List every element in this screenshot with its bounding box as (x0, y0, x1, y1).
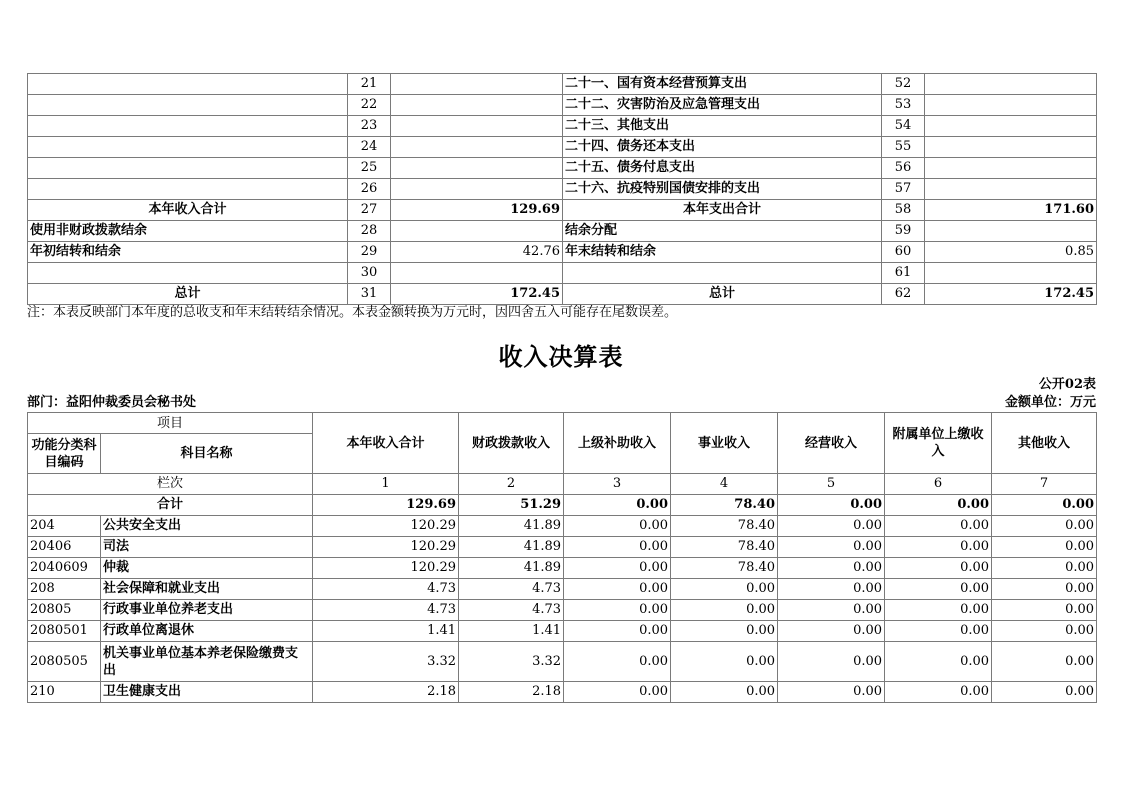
income-value: 0.00 (992, 558, 1097, 579)
summary-expense-label: 二十四、债务还本支出 (563, 137, 882, 158)
total-value: 129.69 (313, 495, 459, 516)
summary-expense-row-number: 52 (882, 74, 925, 95)
summary-table (27, 73, 1097, 305)
header-code: 功能分类科目编码 (28, 434, 101, 474)
income-value: 0.00 (778, 516, 885, 537)
income-table (27, 412, 1097, 703)
subject-code: 2080501 (28, 621, 101, 642)
subject-code: 2080505 (28, 642, 101, 682)
summary-expense-value (925, 74, 1097, 95)
form-number: 公开02表 (1038, 377, 1096, 392)
summary-expense-label: 二十二、灾害防治及应急管理支出 (563, 95, 882, 116)
summary-income-value (391, 158, 563, 179)
summary-expense-row-number: 57 (882, 179, 925, 200)
income-table-body (28, 413, 1097, 703)
income-value: 0.00 (671, 621, 778, 642)
header-col-6: 附属单位上缴收入 (885, 413, 992, 474)
subject-name: 公共安全支出 (101, 516, 313, 537)
income-value: 0.00 (564, 642, 671, 682)
income-value: 78.40 (671, 537, 778, 558)
total-value: 0.00 (778, 495, 885, 516)
summary-expense-row-number: 55 (882, 137, 925, 158)
total-value: 0.00 (564, 495, 671, 516)
summary-expense-row-number: 61 (882, 263, 925, 284)
income-value: 3.32 (459, 642, 564, 682)
table-note: 注：本表反映部门本年度的总收支和年末结转结余情况。本表金额转换为万元时，因四舍五入可能存在尾数误差。 (27, 305, 678, 320)
summary-expense-row-number: 56 (882, 158, 925, 179)
col-number: 6 (885, 474, 992, 495)
income-value: 0.00 (885, 621, 992, 642)
summary-income-label (28, 179, 348, 200)
subject-name: 仲裁 (101, 558, 313, 579)
summary-expense-row-number: 62 (882, 284, 925, 305)
income-value: 0.00 (992, 682, 1097, 703)
income-value: 1.41 (313, 621, 459, 642)
header-item: 项目 (28, 413, 313, 434)
summary-income-value (391, 179, 563, 200)
summary-expense-label: 二十六、抗疫特别国债安排的支出 (563, 179, 882, 200)
income-row (28, 537, 1097, 558)
income-value: 0.00 (992, 537, 1097, 558)
summary-income-row-number: 22 (348, 95, 391, 116)
header-col-2: 财政拨款收入 (459, 413, 564, 474)
subject-name: 社会保障和就业支出 (101, 579, 313, 600)
subject-name: 机关事业单位基本养老保险缴费支出 (101, 642, 313, 682)
summary-expense-value (925, 116, 1097, 137)
header-row-1 (28, 413, 1097, 434)
income-value: 0.00 (778, 621, 885, 642)
summary-row (28, 158, 1097, 179)
department-label: 部门：益阳仲裁委员会秘书处 (27, 395, 197, 410)
summary-income-value: 172.45 (391, 284, 563, 305)
summary-income-label: 本年收入合计 (28, 200, 348, 221)
summary-expense-value (925, 263, 1097, 284)
summary-income-value (391, 74, 563, 95)
summary-income-value: 129.69 (391, 200, 563, 221)
summary-income-value (391, 221, 563, 242)
summary-expense-label: 二十一、国有资本经营预算支出 (563, 74, 882, 95)
income-value: 0.00 (778, 558, 885, 579)
summary-expense-label: 结余分配 (563, 221, 882, 242)
total-label: 合计 (28, 495, 313, 516)
header-name: 科目名称 (101, 434, 313, 474)
summary-expense-value: 171.60 (925, 200, 1097, 221)
header-col-5: 经营收入 (778, 413, 885, 474)
income-value: 0.00 (885, 600, 992, 621)
income-value: 78.40 (671, 558, 778, 579)
income-value: 41.89 (459, 558, 564, 579)
summary-row (28, 242, 1097, 263)
summary-expense-label: 年末结转和结余 (563, 242, 882, 263)
summary-expense-label: 二十三、其他支出 (563, 116, 882, 137)
summary-income-row-number: 28 (348, 221, 391, 242)
income-value: 0.00 (885, 642, 992, 682)
col-number: 7 (992, 474, 1097, 495)
summary-expense-label: 本年支出合计 (563, 200, 882, 221)
income-value: 3.32 (313, 642, 459, 682)
income-value: 0.00 (778, 682, 885, 703)
summary-expense-label (563, 263, 882, 284)
summary-row (28, 284, 1097, 305)
income-value: 0.00 (564, 579, 671, 600)
page-title: 收入决算表 (498, 342, 624, 371)
income-row (28, 516, 1097, 537)
income-value: 0.00 (671, 579, 778, 600)
summary-income-label (28, 116, 348, 137)
summary-expense-row-number: 60 (882, 242, 925, 263)
income-value: 0.00 (992, 579, 1097, 600)
income-value: 1.41 (459, 621, 564, 642)
summary-row (28, 95, 1097, 116)
income-value: 0.00 (885, 516, 992, 537)
summary-expense-label: 总计 (563, 284, 882, 305)
subject-name: 行政单位离退休 (101, 621, 313, 642)
header-col-7: 其他收入 (992, 413, 1097, 474)
summary-income-row-number: 24 (348, 137, 391, 158)
income-value: 0.00 (778, 537, 885, 558)
summary-income-row-number: 29 (348, 242, 391, 263)
col-number: 5 (778, 474, 885, 495)
summary-row (28, 221, 1097, 242)
summary-row (28, 74, 1097, 95)
col-number: 2 (459, 474, 564, 495)
summary-expense-value: 0.85 (925, 242, 1097, 263)
row-label: 栏次 (28, 474, 313, 495)
summary-row (28, 137, 1097, 158)
summary-income-row-number: 30 (348, 263, 391, 284)
col-number: 4 (671, 474, 778, 495)
total-value: 0.00 (992, 495, 1097, 516)
summary-income-value: 42.76 (391, 242, 563, 263)
income-row (28, 558, 1097, 579)
col-number: 1 (313, 474, 459, 495)
header-col-1: 本年收入合计 (313, 413, 459, 474)
summary-income-row-number: 26 (348, 179, 391, 200)
summary-income-value (391, 95, 563, 116)
summary-row (28, 263, 1097, 284)
header-col-4: 事业收入 (671, 413, 778, 474)
summary-expense-value (925, 95, 1097, 116)
income-value: 4.73 (313, 579, 459, 600)
income-row (28, 621, 1097, 642)
subject-name: 行政事业单位养老支出 (101, 600, 313, 621)
column-number-row (28, 474, 1097, 495)
summary-income-value (391, 263, 563, 284)
income-value: 0.00 (564, 537, 671, 558)
income-value: 0.00 (992, 600, 1097, 621)
income-value: 0.00 (885, 682, 992, 703)
income-row (28, 642, 1097, 682)
income-value: 41.89 (459, 516, 564, 537)
summary-income-label (28, 263, 348, 284)
subject-code: 2040609 (28, 558, 101, 579)
summary-income-value (391, 116, 563, 137)
summary-income-label (28, 95, 348, 116)
income-value: 120.29 (313, 558, 459, 579)
summary-income-label (28, 74, 348, 95)
summary-table-body (28, 74, 1097, 305)
summary-income-row-number: 21 (348, 74, 391, 95)
income-value: 120.29 (313, 537, 459, 558)
income-value: 0.00 (671, 682, 778, 703)
total-row (28, 495, 1097, 516)
income-value: 2.18 (459, 682, 564, 703)
summary-income-row-number: 27 (348, 200, 391, 221)
summary-income-row-number: 23 (348, 116, 391, 137)
income-row (28, 682, 1097, 703)
income-value: 0.00 (778, 642, 885, 682)
income-value: 4.73 (459, 600, 564, 621)
income-value: 0.00 (564, 621, 671, 642)
subject-name: 卫生健康支出 (101, 682, 313, 703)
summary-expense-value (925, 137, 1097, 158)
summary-income-label (28, 158, 348, 179)
summary-expense-value (925, 158, 1097, 179)
income-value: 0.00 (778, 579, 885, 600)
income-value: 0.00 (885, 579, 992, 600)
income-value: 78.40 (671, 516, 778, 537)
income-value: 0.00 (885, 537, 992, 558)
total-value: 78.40 (671, 495, 778, 516)
subject-code: 20805 (28, 600, 101, 621)
income-value: 0.00 (885, 558, 992, 579)
income-value: 41.89 (459, 537, 564, 558)
summary-expense-row-number: 59 (882, 221, 925, 242)
subject-code: 210 (28, 682, 101, 703)
income-value: 4.73 (459, 579, 564, 600)
summary-expense-value (925, 179, 1097, 200)
summary-expense-label: 二十五、债务付息支出 (563, 158, 882, 179)
summary-income-label (28, 137, 348, 158)
summary-expense-value (925, 221, 1097, 242)
income-value: 2.18 (313, 682, 459, 703)
total-value: 51.29 (459, 495, 564, 516)
summary-expense-row-number: 53 (882, 95, 925, 116)
summary-income-row-number: 31 (348, 284, 391, 305)
income-value: 0.00 (564, 600, 671, 621)
summary-income-row-number: 25 (348, 158, 391, 179)
summary-row (28, 179, 1097, 200)
income-value: 0.00 (992, 516, 1097, 537)
subject-code: 208 (28, 579, 101, 600)
col-number: 3 (564, 474, 671, 495)
income-value: 0.00 (564, 682, 671, 703)
income-value: 0.00 (671, 600, 778, 621)
income-value: 0.00 (992, 642, 1097, 682)
summary-income-label: 使用非财政拨款结余 (28, 221, 348, 242)
income-value: 4.73 (313, 600, 459, 621)
income-value: 0.00 (564, 516, 671, 537)
summary-expense-value: 172.45 (925, 284, 1097, 305)
summary-row (28, 200, 1097, 221)
income-value: 0.00 (564, 558, 671, 579)
summary-income-label: 年初结转和结余 (28, 242, 348, 263)
summary-income-value (391, 137, 563, 158)
subject-name: 司法 (101, 537, 313, 558)
header-col-3: 上级补助收入 (564, 413, 671, 474)
income-value: 0.00 (778, 600, 885, 621)
amount-unit: 金额单位：万元 (1004, 395, 1096, 410)
summary-row (28, 116, 1097, 137)
income-value: 0.00 (671, 642, 778, 682)
summary-expense-row-number: 58 (882, 200, 925, 221)
summary-expense-row-number: 54 (882, 116, 925, 137)
income-value: 0.00 (992, 621, 1097, 642)
income-row (28, 600, 1097, 621)
income-row (28, 579, 1097, 600)
subject-code: 20406 (28, 537, 101, 558)
total-value: 0.00 (885, 495, 992, 516)
summary-income-label: 总计 (28, 284, 348, 305)
income-value: 120.29 (313, 516, 459, 537)
subject-code: 204 (28, 516, 101, 537)
